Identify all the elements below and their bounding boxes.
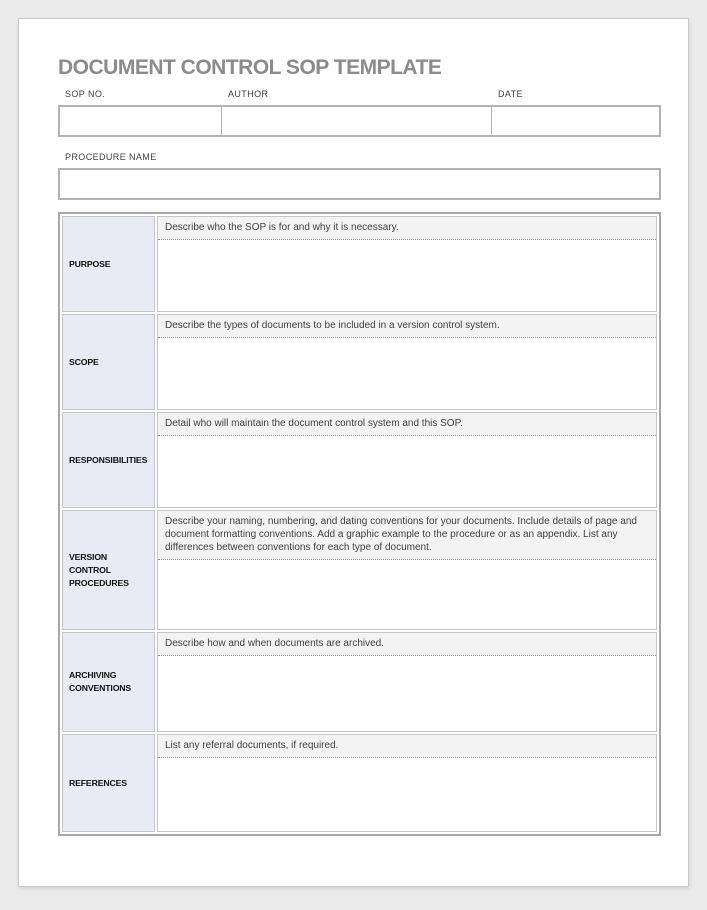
- author-input[interactable]: [221, 107, 491, 135]
- section-hint-references: List any referral documents, if required.: [158, 735, 656, 758]
- table-row-responsibilities: [62, 412, 657, 508]
- section-input-scope[interactable]: [158, 338, 656, 409]
- header-field-boxes: [58, 105, 661, 137]
- section-label-scope: SCOPE: [62, 314, 155, 410]
- date-input[interactable]: [491, 107, 659, 135]
- section-hint-responsibilities: Detail who will maintain the document control system and this SOP.: [158, 413, 656, 436]
- section-cell-scope: [157, 314, 657, 410]
- section-cell-purpose: [157, 216, 657, 312]
- section-hint-scope: Describe the types of documents to be included in a version control system.: [158, 315, 656, 338]
- section-hint-archiving-conventions: Describe how and when documents are archived.: [158, 633, 656, 656]
- section-input-responsibilities[interactable]: [158, 436, 656, 507]
- section-cell-responsibilities: [157, 412, 657, 508]
- procedure-name-input[interactable]: [58, 168, 661, 200]
- table-row-scope: [62, 314, 657, 410]
- procedure-name-label: PROCEDURE NAME: [65, 152, 157, 162]
- section-cell-version-control-procedures: [157, 510, 657, 630]
- section-label-responsibilities: RESPONSIBILITIES: [62, 412, 155, 508]
- header-field-labels: [58, 89, 661, 102]
- section-hint-purpose: Describe who the SOP is for and why it is necessary.: [158, 217, 656, 240]
- section-label-purpose: PURPOSE: [62, 216, 155, 312]
- page-title: DOCUMENT CONTROL SOP TEMPLATE: [58, 56, 442, 79]
- section-label-references: REFERENCES: [62, 734, 155, 832]
- section-cell-archiving-conventions: [157, 632, 657, 732]
- section-hint-version-control-procedures: Describe your naming, numbering, and dating conventions for your documents. Include details of page and document formatting conventions. Add a graphic example to the procedure or as an appendix. List any differences between conventions for each type of document.: [158, 511, 656, 560]
- document-page: [18, 18, 689, 887]
- table-row-purpose: [62, 216, 657, 312]
- table-row-version-control-procedures: [62, 510, 657, 630]
- section-label-archiving-conventions: ARCHIVING CONVENTIONS: [62, 632, 155, 732]
- sop-sections-table: [58, 212, 661, 836]
- section-input-archiving-conventions[interactable]: [158, 656, 656, 731]
- section-label-version-control-procedures: VERSION CONTROL PROCEDURES: [62, 510, 155, 630]
- sop-no-input[interactable]: [60, 107, 221, 135]
- section-cell-references: [157, 734, 657, 832]
- section-input-version-control-procedures[interactable]: [158, 560, 656, 629]
- author-label: AUTHOR: [228, 89, 269, 99]
- section-input-references[interactable]: [158, 758, 656, 831]
- date-label: DATE: [498, 89, 523, 99]
- sop-no-label: SOP NO.: [65, 89, 106, 99]
- table-row-archiving-conventions: [62, 632, 657, 732]
- document-content: [58, 19, 661, 836]
- table-row-references: [62, 734, 657, 832]
- section-input-purpose[interactable]: [158, 240, 656, 311]
